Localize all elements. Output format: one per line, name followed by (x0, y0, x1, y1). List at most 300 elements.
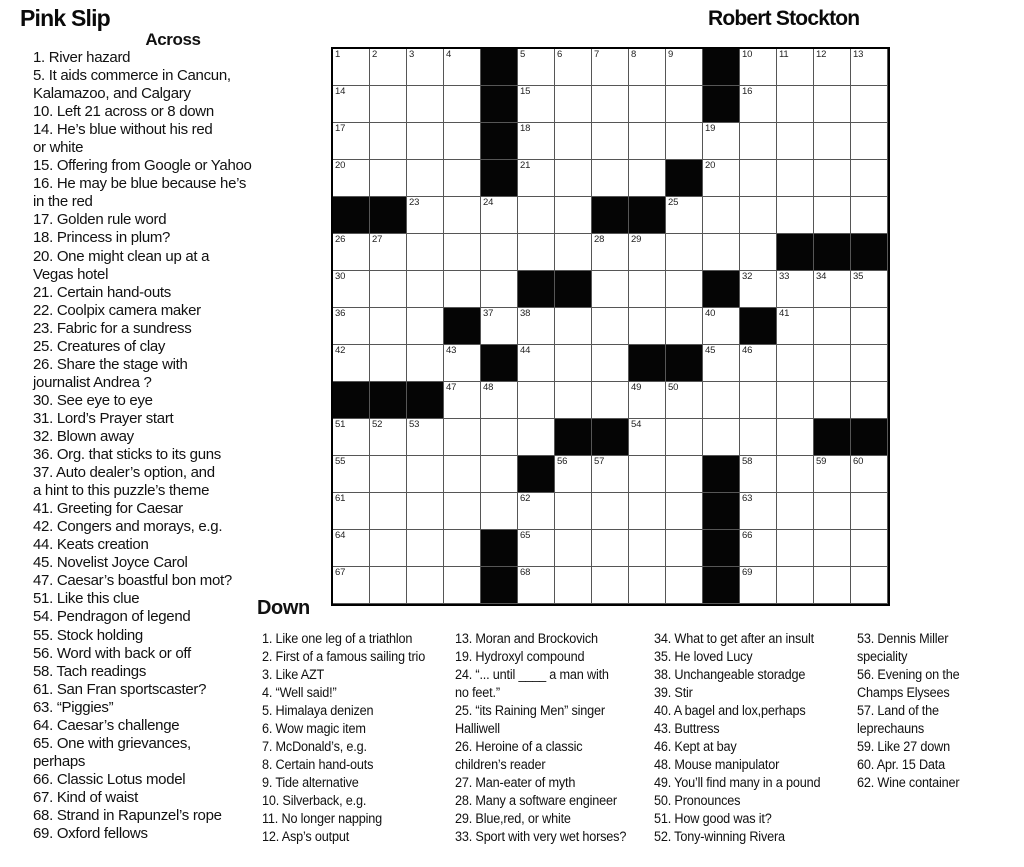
across-clue-61 (33, 681, 252, 699)
grid-cell[interactable] (777, 49, 814, 86)
grid-cell[interactable] (851, 271, 888, 308)
grid-cell[interactable] (333, 456, 370, 493)
across-clue-44 (33, 536, 252, 554)
grid-cell[interactable] (370, 86, 407, 123)
grid-cell[interactable] (518, 493, 555, 530)
grid-cell[interactable] (814, 271, 851, 308)
grid-cell[interactable] (629, 234, 666, 271)
clue-line: 17. Golden rule word (33, 211, 167, 229)
grid-cell[interactable] (407, 160, 444, 197)
down-clue-39 (654, 684, 820, 702)
grid-cell[interactable] (333, 567, 370, 604)
grid-cell[interactable] (370, 419, 407, 456)
grid-cell[interactable] (629, 49, 666, 86)
grid-cell[interactable] (370, 567, 407, 604)
cell-number: 24 (483, 197, 494, 208)
grid-cell-black (333, 197, 370, 234)
clue-line: 23. Fabric for a sundress (33, 319, 192, 337)
grid-cell[interactable] (814, 567, 851, 604)
grid-cell[interactable] (370, 493, 407, 530)
grid-cell[interactable] (407, 49, 444, 86)
grid-cell[interactable] (555, 567, 592, 604)
grid-cell[interactable] (740, 419, 777, 456)
grid-cell[interactable] (555, 530, 592, 567)
cell-number: 44 (520, 345, 531, 356)
grid-cell[interactable] (814, 345, 851, 382)
grid-cell[interactable] (740, 160, 777, 197)
across-clue-45 (33, 554, 252, 572)
grid-cell[interactable] (518, 345, 555, 382)
grid-cell[interactable] (481, 197, 518, 234)
grid-cell[interactable] (851, 123, 888, 160)
cell-number: 56 (557, 456, 568, 467)
grid-cell-black (518, 456, 555, 493)
down-clue-3 (262, 666, 425, 684)
grid-cell[interactable] (444, 234, 481, 271)
cell-number: 7 (594, 49, 600, 60)
grid-cell[interactable] (629, 567, 666, 604)
grid-cell[interactable] (444, 49, 481, 86)
grid-cell[interactable] (407, 530, 444, 567)
grid-cell-black (703, 49, 740, 86)
grid-cell[interactable] (814, 382, 851, 419)
down-clue-11 (262, 810, 425, 828)
cell-number: 17 (335, 123, 346, 134)
grid-cell[interactable] (518, 197, 555, 234)
grid-cell[interactable] (851, 456, 888, 493)
grid-cell[interactable] (629, 160, 666, 197)
grid-cell[interactable] (629, 308, 666, 345)
grid-cell[interactable] (851, 308, 888, 345)
grid-cell-black (555, 419, 592, 456)
down-clue-19 (455, 648, 626, 666)
grid-cell[interactable] (666, 86, 703, 123)
cell-number: 35 (853, 271, 864, 282)
grid-cell[interactable] (407, 345, 444, 382)
down-clue-57 (857, 702, 959, 738)
clue-line: 68. Strand in Rapunzel’s rope (33, 806, 222, 824)
clue-line: 62. Wine container (857, 775, 960, 790)
grid-cell[interactable] (407, 567, 444, 604)
down-clue-26 (455, 738, 626, 774)
grid-cell[interactable] (814, 86, 851, 123)
grid-cell[interactable] (629, 493, 666, 530)
grid-cell[interactable] (629, 271, 666, 308)
grid-cell[interactable] (370, 49, 407, 86)
grid-cell[interactable] (851, 382, 888, 419)
grid-cell[interactable] (629, 419, 666, 456)
grid-cell[interactable] (333, 160, 370, 197)
cell-number: 51 (335, 419, 346, 430)
clue-line: 56. Word with back or off (33, 644, 191, 662)
grid-cell[interactable] (407, 456, 444, 493)
grid-cell[interactable] (592, 567, 629, 604)
grid-cell[interactable] (740, 530, 777, 567)
clue-line: 39. Stir (654, 685, 693, 700)
cell-number: 15 (520, 86, 531, 97)
cell-number: 50 (668, 382, 679, 393)
down-clue-52 (654, 828, 820, 846)
clue-line: 50. Pronounces (654, 793, 741, 808)
cell-number: 57 (594, 456, 605, 467)
grid-cell-black (703, 86, 740, 123)
clue-line: 9. Tide alternative (262, 775, 359, 790)
grid-cell[interactable] (851, 160, 888, 197)
grid-cell[interactable] (777, 419, 814, 456)
grid-cell[interactable] (814, 123, 851, 160)
grid-cell[interactable] (592, 493, 629, 530)
across-clue-41 (33, 500, 252, 518)
cell-number: 33 (779, 271, 790, 282)
grid-cell[interactable] (777, 530, 814, 567)
grid-cell[interactable] (333, 86, 370, 123)
grid-cell[interactable] (518, 123, 555, 160)
grid-cell[interactable] (592, 271, 629, 308)
grid-cell-black (666, 345, 703, 382)
grid-cell[interactable] (481, 419, 518, 456)
grid-cell[interactable] (444, 456, 481, 493)
grid-cell[interactable] (629, 123, 666, 160)
grid-cell[interactable] (444, 530, 481, 567)
cell-number: 5 (520, 49, 526, 60)
grid-cell[interactable] (407, 197, 444, 234)
clue-line: 55. Stock holding (33, 626, 143, 644)
grid-cell-black (481, 530, 518, 567)
grid-cell[interactable] (740, 345, 777, 382)
grid-cell[interactable] (851, 49, 888, 86)
grid-cell[interactable] (333, 493, 370, 530)
across-clue-58 (33, 663, 252, 681)
clue-line: speciality (857, 649, 908, 664)
grid-cell[interactable] (740, 123, 777, 160)
grid-cell-black (703, 271, 740, 308)
grid-cell[interactable] (703, 345, 740, 382)
clue-line: no feet.” (455, 685, 500, 700)
grid-cell[interactable] (777, 86, 814, 123)
grid-cell[interactable] (851, 493, 888, 530)
grid-cell[interactable] (592, 382, 629, 419)
clue-line: 26. Share the stage with (33, 355, 188, 373)
grid-cell[interactable] (444, 271, 481, 308)
grid-cell[interactable] (777, 308, 814, 345)
grid-cell[interactable] (777, 493, 814, 530)
grid-cell[interactable] (666, 49, 703, 86)
grid-cell[interactable] (518, 160, 555, 197)
grid-cell[interactable] (370, 456, 407, 493)
across-clue-17 (33, 211, 252, 229)
grid-cell[interactable] (703, 160, 740, 197)
grid-cell[interactable] (518, 86, 555, 123)
across-clue-66 (33, 771, 252, 789)
grid-cell[interactable] (333, 49, 370, 86)
grid-cell[interactable] (777, 160, 814, 197)
grid-cell[interactable] (777, 197, 814, 234)
grid-cell[interactable] (703, 382, 740, 419)
across-clue-69 (33, 825, 252, 843)
clue-line: 26. Heroine of a classic (455, 739, 583, 754)
grid-cell[interactable] (407, 271, 444, 308)
grid-cell[interactable] (407, 123, 444, 160)
grid-cell-black (481, 160, 518, 197)
grid-cell[interactable] (555, 234, 592, 271)
cell-number: 29 (631, 234, 642, 245)
clue-line: 4. “Well said!” (262, 685, 337, 700)
grid-cell[interactable] (518, 382, 555, 419)
grid-cell[interactable] (370, 271, 407, 308)
grid-cell[interactable] (814, 493, 851, 530)
grid-cell[interactable] (592, 345, 629, 382)
grid-cell[interactable] (407, 234, 444, 271)
grid-cell[interactable] (703, 308, 740, 345)
across-clue-31 (33, 410, 252, 428)
grid-cell[interactable] (555, 197, 592, 234)
grid-cell[interactable] (370, 345, 407, 382)
grid-cell[interactable] (666, 197, 703, 234)
grid-cell[interactable] (777, 382, 814, 419)
cell-number: 49 (631, 382, 642, 393)
down-clue-27 (455, 774, 626, 792)
grid-cell[interactable] (555, 49, 592, 86)
down-clue-column-3 (654, 630, 820, 846)
grid-cell[interactable] (777, 123, 814, 160)
cell-number: 12 (816, 49, 827, 60)
grid-cell[interactable] (518, 419, 555, 456)
down-clue-24 (455, 666, 626, 702)
grid-cell[interactable] (333, 123, 370, 160)
grid-cell[interactable] (444, 345, 481, 382)
clue-line: 22. Coolpix camera maker (33, 301, 201, 319)
clue-line: 63. “Piggies” (33, 698, 114, 716)
grid-cell[interactable] (851, 530, 888, 567)
grid-cell[interactable] (555, 456, 592, 493)
clue-line: Halliwell (455, 721, 500, 736)
clue-line: 35. He loved Lucy (654, 649, 753, 664)
clue-line: 25. “its Raining Men” singer (455, 703, 605, 718)
grid-cell[interactable] (666, 271, 703, 308)
grid-cell[interactable] (666, 493, 703, 530)
grid-cell[interactable] (666, 234, 703, 271)
grid-cell[interactable] (444, 160, 481, 197)
grid-cell[interactable] (666, 123, 703, 160)
clue-line: 24. “... until ____ a man with (455, 667, 609, 682)
grid-cell[interactable] (592, 234, 629, 271)
grid-cell[interactable] (481, 308, 518, 345)
grid-cell[interactable] (740, 567, 777, 604)
cell-number: 36 (335, 308, 346, 319)
grid-cell[interactable] (777, 271, 814, 308)
cell-number: 59 (816, 456, 827, 467)
down-heading: Down (257, 597, 310, 619)
grid-cell[interactable] (518, 530, 555, 567)
grid-cell[interactable] (592, 123, 629, 160)
grid-cell[interactable] (629, 86, 666, 123)
grid-cell[interactable] (666, 419, 703, 456)
grid-cell[interactable] (592, 49, 629, 86)
clue-line: journalist Andrea ? (33, 373, 152, 391)
grid-cell[interactable] (814, 197, 851, 234)
cell-number: 67 (335, 567, 346, 578)
cell-number: 60 (853, 456, 864, 467)
down-clue-46 (654, 738, 820, 756)
grid-cell[interactable] (370, 530, 407, 567)
clue-line: 49. You’ll find many in a pound (654, 775, 821, 790)
clue-line: 19. Hydroxyl compound (455, 649, 585, 664)
grid-cell[interactable] (629, 382, 666, 419)
grid-cell-black (481, 86, 518, 123)
grid-cell[interactable] (666, 308, 703, 345)
grid-cell[interactable] (777, 345, 814, 382)
clue-line: 44. Keats creation (33, 536, 149, 554)
grid-cell[interactable] (777, 567, 814, 604)
grid-cell[interactable] (814, 160, 851, 197)
grid-cell[interactable] (518, 234, 555, 271)
grid-cell[interactable] (370, 234, 407, 271)
cell-number: 54 (631, 419, 642, 430)
grid-cell[interactable] (444, 197, 481, 234)
grid-cell[interactable] (666, 567, 703, 604)
grid-cell-black (481, 123, 518, 160)
grid-cell[interactable] (333, 530, 370, 567)
grid-cell[interactable] (407, 86, 444, 123)
grid-cell[interactable] (407, 493, 444, 530)
grid-cell[interactable] (740, 382, 777, 419)
clue-line: 67. Kind of waist (33, 788, 138, 806)
grid-cell[interactable] (666, 530, 703, 567)
grid-cell[interactable] (518, 49, 555, 86)
cell-number: 20 (335, 160, 346, 171)
grid-cell[interactable] (481, 456, 518, 493)
clue-line: 57. Land of the (857, 703, 939, 718)
grid-cell[interactable] (814, 49, 851, 86)
grid-cell[interactable] (851, 345, 888, 382)
grid-cell[interactable] (370, 160, 407, 197)
grid-cell[interactable] (518, 567, 555, 604)
cell-number: 63 (742, 493, 753, 504)
grid-cell[interactable] (555, 160, 592, 197)
down-clue-25 (455, 702, 626, 738)
down-clue-38 (654, 666, 820, 684)
across-clue-54 (33, 608, 252, 626)
grid-cell[interactable] (333, 308, 370, 345)
grid-cell[interactable] (444, 382, 481, 419)
grid-cell[interactable] (814, 456, 851, 493)
grid-cell[interactable] (555, 345, 592, 382)
grid-cell[interactable] (444, 493, 481, 530)
cell-number: 48 (483, 382, 494, 393)
grid-cell[interactable] (333, 271, 370, 308)
grid-cell[interactable] (333, 234, 370, 271)
grid-cell[interactable] (333, 419, 370, 456)
grid-cell[interactable] (481, 234, 518, 271)
grid-cell[interactable] (740, 271, 777, 308)
grid-cell[interactable] (740, 456, 777, 493)
grid-cell[interactable] (814, 530, 851, 567)
grid-cell[interactable] (851, 197, 888, 234)
grid-cell[interactable] (481, 382, 518, 419)
grid-cell[interactable] (703, 197, 740, 234)
grid-cell[interactable] (407, 419, 444, 456)
grid-cell[interactable] (851, 567, 888, 604)
across-clue-20 (33, 248, 252, 284)
grid-cell[interactable] (666, 382, 703, 419)
grid-cell[interactable] (666, 456, 703, 493)
grid-cell[interactable] (703, 419, 740, 456)
grid-cell[interactable] (555, 308, 592, 345)
grid-cell[interactable] (370, 123, 407, 160)
across-clue-26 (33, 356, 252, 392)
grid-cell[interactable] (592, 86, 629, 123)
grid-cell[interactable] (555, 382, 592, 419)
across-clue-64 (33, 717, 252, 735)
grid-cell-black (666, 160, 703, 197)
grid-cell[interactable] (444, 86, 481, 123)
grid-cell[interactable] (629, 456, 666, 493)
grid-cell[interactable] (481, 493, 518, 530)
grid-cell[interactable] (740, 197, 777, 234)
grid-cell[interactable] (592, 160, 629, 197)
cell-number: 69 (742, 567, 753, 578)
clue-line: 10. Silverback, e.g. (262, 793, 367, 808)
grid-cell[interactable] (740, 234, 777, 271)
grid-cell[interactable] (740, 493, 777, 530)
grid-cell[interactable] (555, 123, 592, 160)
grid-cell[interactable] (740, 49, 777, 86)
cell-number: 27 (372, 234, 383, 245)
grid-cell[interactable] (740, 86, 777, 123)
grid-cell[interactable] (555, 493, 592, 530)
grid-cell[interactable] (592, 308, 629, 345)
clue-line: Vegas hotel (33, 265, 109, 283)
down-clue-62 (857, 774, 959, 792)
grid-cell[interactable] (555, 86, 592, 123)
grid-cell[interactable] (592, 530, 629, 567)
clue-line: 20. One might clean up at a (33, 247, 210, 265)
grid-cell[interactable] (444, 123, 481, 160)
grid-cell[interactable] (370, 308, 407, 345)
grid-cell[interactable] (444, 567, 481, 604)
grid-cell[interactable] (851, 86, 888, 123)
cell-number: 4 (446, 49, 452, 60)
across-clue-32 (33, 428, 252, 446)
clue-line: 58. Tach readings (33, 662, 147, 680)
grid-cell[interactable] (703, 234, 740, 271)
cell-number: 23 (409, 197, 420, 208)
clue-line: 11. No longer napping (262, 811, 382, 826)
across-heading: Across (145, 30, 201, 49)
grid-cell[interactable] (703, 123, 740, 160)
grid-cell[interactable] (481, 271, 518, 308)
grid-cell-black (703, 493, 740, 530)
grid-cell[interactable] (518, 308, 555, 345)
down-clue-43 (654, 720, 820, 738)
grid-cell-black (481, 49, 518, 86)
grid-cell[interactable] (814, 308, 851, 345)
grid-cell[interactable] (777, 456, 814, 493)
grid-cell[interactable] (592, 456, 629, 493)
clue-line: 66. Classic Lotus model (33, 770, 186, 788)
down-clue-9 (262, 774, 425, 792)
clue-line: 1. River hazard (33, 49, 131, 66)
down-clue-13 (455, 630, 626, 648)
clue-line: or white (33, 139, 84, 157)
cell-number: 18 (520, 123, 531, 134)
grid-cell[interactable] (333, 345, 370, 382)
grid-cell[interactable] (444, 419, 481, 456)
grid-cell[interactable] (629, 530, 666, 567)
clue-line: 48. Mouse manipulator (654, 757, 780, 772)
clue-line: 56. Evening on the (857, 667, 960, 682)
grid-cell[interactable] (407, 308, 444, 345)
